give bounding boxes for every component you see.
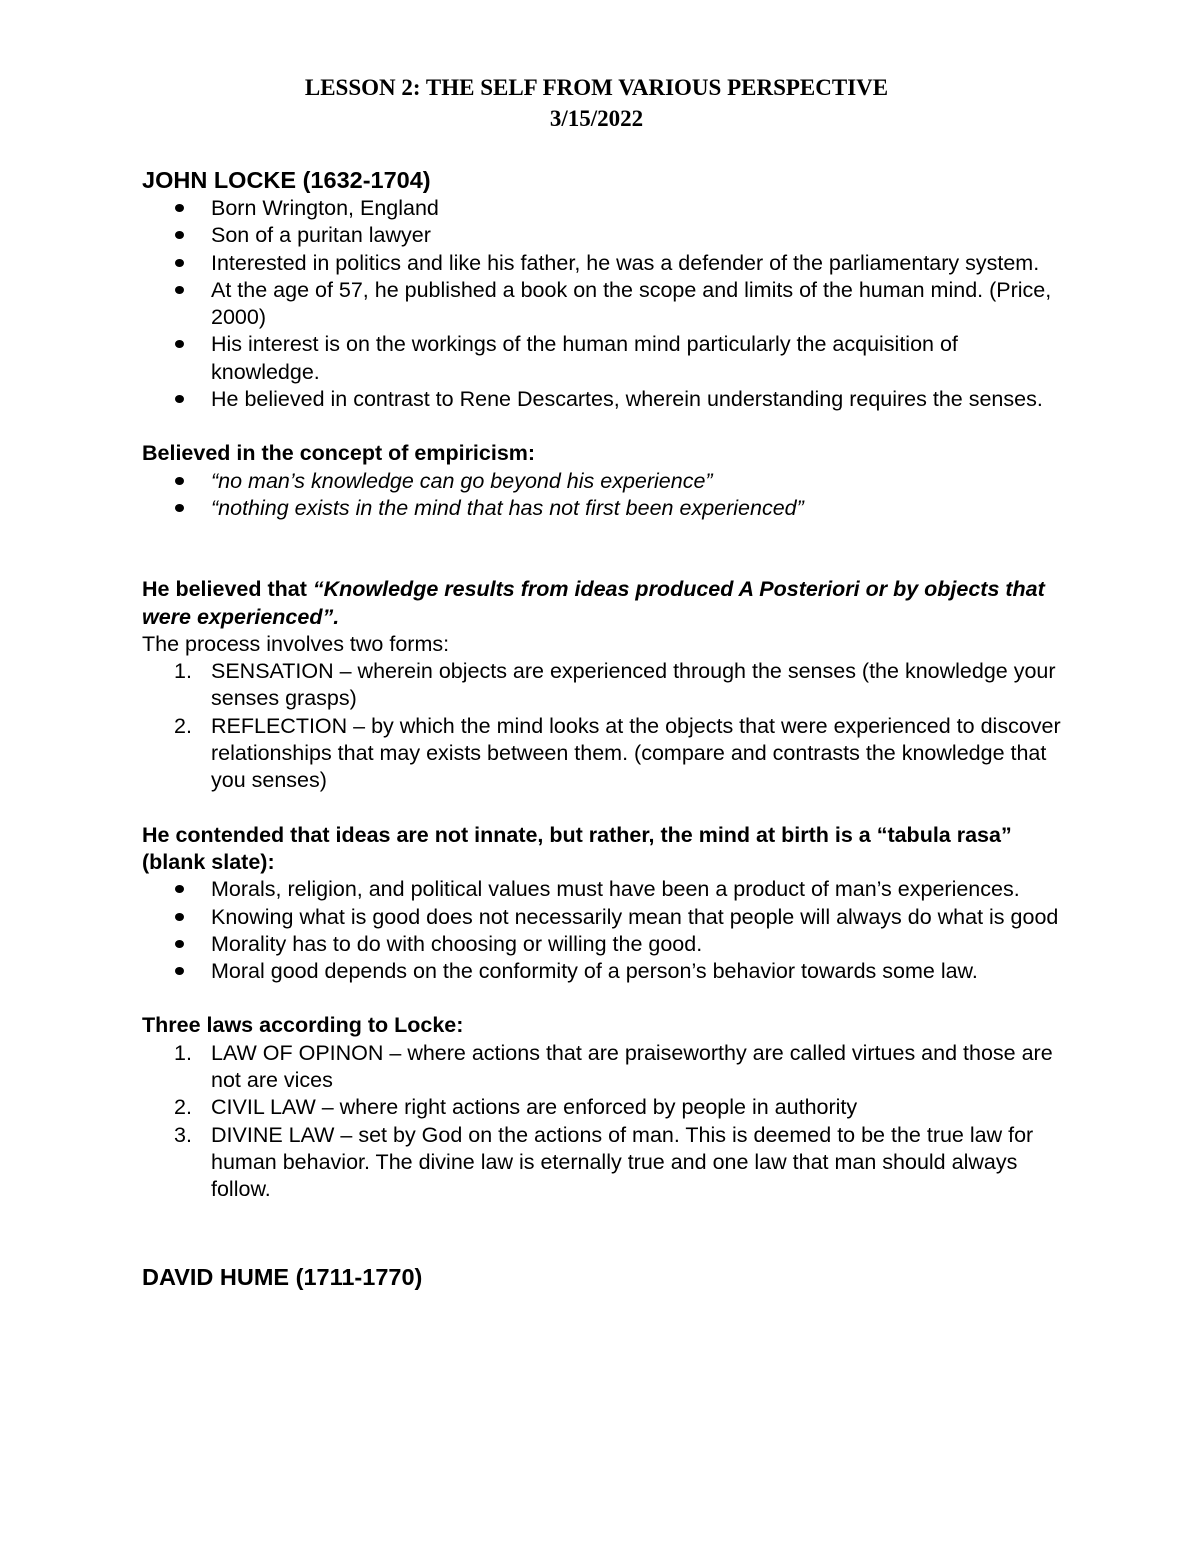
- list-item: Morality has to do with choosing or willing the good.: [211, 931, 1072, 958]
- hume-heading: DAVID HUME (1711-1770): [142, 1263, 423, 1290]
- locke-bio-list: [142, 195, 1072, 413]
- list-item: Son of a puritan lawyer: [211, 222, 1072, 249]
- list-item: 2. CIVIL LAW – where right actions are enforced by people in authority: [174, 1095, 858, 1120]
- list-item: Morals, religion, and political values must have been a product of man’s experiences.: [211, 876, 1072, 903]
- knowledge-statement: He believed that “Knowledge results from ideas produced A Posteriori or by objects that were experienced”.: [142, 577, 1045, 629]
- list-item: Knowing what is good does not necessarily mean that people will always do what is good: [211, 904, 1072, 931]
- bullet-icon: [175, 204, 184, 212]
- lesson-date: 3/15/2022: [549, 106, 644, 131]
- list-item: 2. REFLECTION – by which the mind looks at the objects that were experienced to discover relationships that may exists between them. (compare and contrasts the knowledge that you senses): [174, 713, 1061, 793]
- list-item: “nothing exists in the mind that has not first been experienced”: [211, 495, 1072, 522]
- process-list: [142, 658, 1072, 794]
- knowledge-quote: “Knowledge results from ideas produced A Posteriori or by objects that were experienced”.: [142, 577, 1045, 629]
- list-item: At the age of 57, he published a book on the scope and limits of the human mind. (Price, 2000): [211, 277, 1072, 332]
- list-item: His interest is on the workings of the human mind particularly the acquisition of knowledge.: [211, 331, 1072, 386]
- list-item: “no man’s knowledge can go beyond his experience”: [211, 468, 1072, 495]
- laws-list: [142, 1040, 1072, 1204]
- document-header: [0, 72, 1193, 134]
- tabula-rasa-heading: He contended that ideas are not innate, but rather, the mind at birth is a “tabula rasa” (blank slate):: [142, 822, 1012, 874]
- list-item: Moral good depends on the conformity of a person’s behavior towards some law.: [211, 958, 1072, 985]
- list-item: Born Wrington, England: [211, 195, 1072, 222]
- process-intro: The process involves two forms:: [142, 631, 450, 656]
- bullet-icon: [175, 504, 184, 512]
- list-item: 3. DIVINE LAW – set by God on the actions of man. This is deemed to be the true law for human behavior. The divine law is eternally true and one law that man should always follow.: [174, 1122, 1034, 1202]
- bullet-icon: [175, 395, 184, 403]
- locke-heading: JOHN LOCKE (1632-1704): [142, 167, 431, 193]
- list-item: 1. LAW OF OPINON – where actions that are praiseworthy are called virtues and those are not are vices: [174, 1040, 1053, 1093]
- empiricism-list: [142, 468, 1072, 523]
- list-item: 1. SENSATION – wherein objects are experienced through the senses (the knowledge your senses grasps): [174, 659, 1056, 711]
- list-item: He believed in contrast to Rene Descartes, wherein understanding requires the senses.: [211, 386, 1072, 413]
- bullet-icon: [175, 259, 184, 267]
- bullet-icon: [175, 231, 184, 239]
- tabula-rasa-list: [142, 876, 1072, 985]
- list-item: Interested in politics and like his father, he was a defender of the parliamentary system.: [211, 250, 1072, 277]
- laws-heading: Three laws according to Locke:: [142, 1013, 464, 1038]
- empiricism-heading: Believed in the concept of empiricism:: [142, 441, 536, 466]
- bullet-icon: [175, 913, 184, 921]
- lesson-title: LESSON 2: THE SELF FROM VARIOUS PERSPECTIVE: [304, 75, 889, 100]
- bullet-icon: [175, 477, 184, 485]
- bullet-icon: [175, 286, 184, 294]
- bullet-icon: [175, 340, 184, 348]
- document-body: [142, 165, 1072, 1292]
- bullet-icon: [175, 967, 184, 975]
- bullet-icon: [175, 940, 184, 948]
- bullet-icon: [175, 885, 184, 893]
